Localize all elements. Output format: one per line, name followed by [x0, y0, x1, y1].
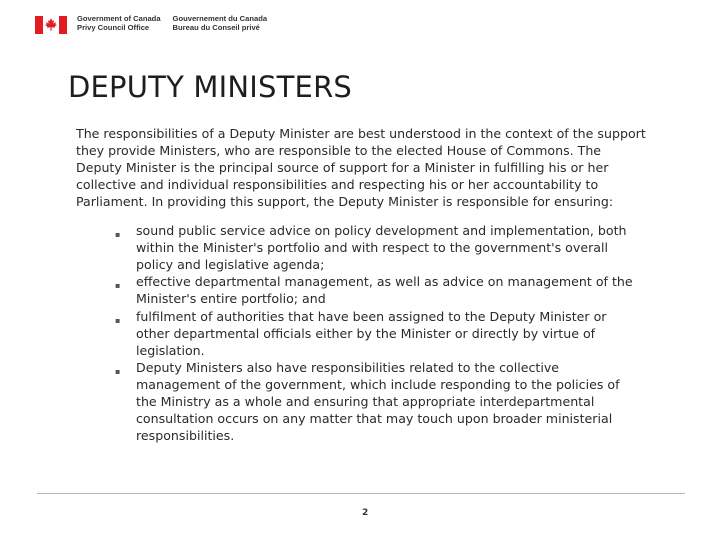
list-item: [112, 223, 642, 273]
canada-flag-icon: [35, 16, 67, 34]
list-item: [112, 309, 642, 359]
page-number: 2: [362, 508, 369, 518]
french-wordmark: [173, 14, 268, 32]
intro-paragraph: The responsibilities of a Deputy Minister are best understood in the context of the support they provide Ministers, who are responsible to the elected House of Commons. The Deputy Minister is the principal source of support for a Minister in fulfilling his or her collective and individual responsibilities and respecting his or her accountability to Parliament. In providing this support, the Deputy Minister is responsible for ensuring:: [76, 126, 646, 209]
wordmark-en-line2: Privy Council Office: [77, 23, 150, 32]
list-item-text: sound public service advice on policy development and implementation, both within the Minister's portfolio and with respect to the government's overall policy and legislative agenda;: [136, 223, 627, 272]
english-wordmark: [77, 14, 161, 32]
government-header: [35, 14, 267, 38]
list-item: [112, 274, 642, 308]
list-item-text: fulfilment of authorities that have been assigned to the Deputy Minister or other departmental officials either by the Minister or directly by virtue of legislation.: [136, 308, 607, 358]
responsibilities-list: [112, 223, 642, 445]
bullet-icon: ▪: [115, 281, 121, 291]
slide-title: DEPUTY MINISTERS: [68, 70, 353, 104]
bullet-icon: ▪: [115, 367, 121, 377]
bullet-icon: ▪: [115, 315, 121, 325]
wordmark-fr-line2: Bureau du Conseil privé: [172, 23, 260, 32]
bullet-icon: ▪: [115, 230, 121, 239]
footer-divider: [37, 493, 685, 494]
list-item-text: effective departmental management, as well as advice on management of the Minister's entire portfolio; and: [136, 274, 633, 307]
list-item: [112, 360, 642, 444]
wordmark-en-line1: Government of Canada: [77, 14, 161, 23]
list-item-text: Deputy Ministers also have responsibilities related to the collective management of the government, which include responding to the policies of the Ministry as a whole and ensuring that appropriate interdepartmental consultation occurs on any matter that may touch upon broader ministerial responsibilities.: [136, 360, 620, 443]
wordmark-fr-line1: Gouvernement du Canada: [172, 14, 268, 23]
